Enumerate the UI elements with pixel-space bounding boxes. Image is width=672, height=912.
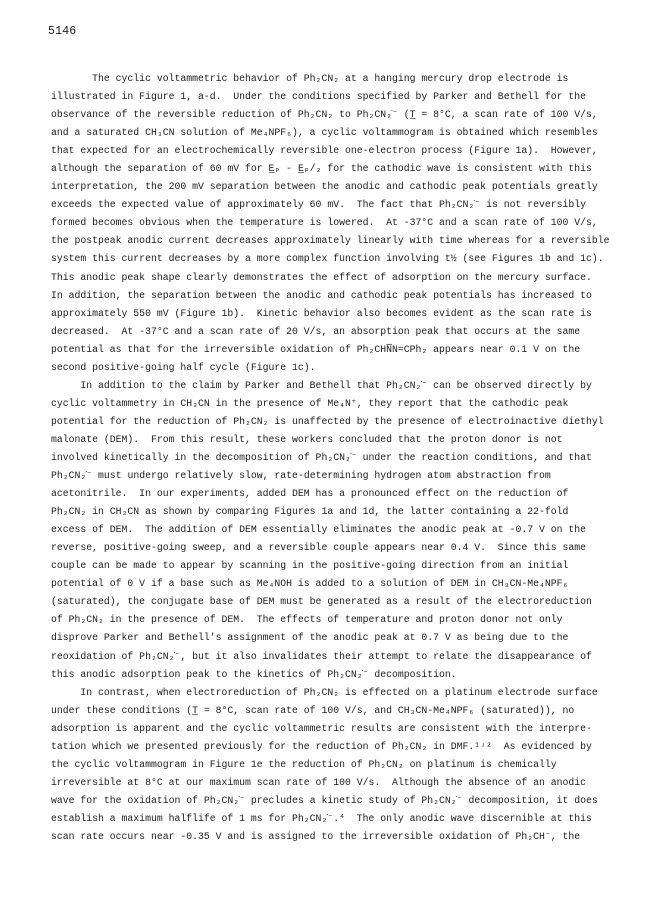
text-line: potential as that for the irreversible oxidation of Ph₂CHN̅N=CPh₂ appears near 0.1 V on the [51, 343, 581, 355]
text-line: exceeds the expected value of approximately 60 mV. The fact that Ph₂CN₂̇⁻ is not reversibly [51, 199, 587, 211]
text-line: involved kinetically in the decomposition of Ph₂CN₂̇⁻ under the reaction conditions, and that [51, 451, 592, 463]
text-line: wave for the oxidation of Ph₂CN₂̇⁻ precludes a kinetic study of Ph₂CN₂̇⁻ decomposition, it does [51, 794, 598, 806]
text-line: formed becomes obvious when the temperature is lowered. At -37°C and a scan rate of 100 V/s, [51, 217, 598, 229]
text-line: under these conditions (T̲ = 8°C, scan rate of 100 V/s, and CH₃CN-Me₄NPF₆ (saturated)), no [51, 704, 575, 716]
text-line: the postpeak anodic current decreases approximately linearly with time whereas for a reversible [51, 235, 610, 247]
text-line: of Ph₂CN₂ in the presence of DEM. The effects of temperature and proton donor not only [51, 614, 563, 626]
text-line: this anodic adsorption peak to the kinetics of Ph₂CN₂̇⁻ decomposition. [51, 668, 457, 680]
text-line: malonate (DEM). From this result, these workers concluded that the proton donor is not [51, 433, 563, 445]
text-line: potential of 0 V if a base such as Me₄NOH is added to a solution of DEM in CH₃CN-Me₄NPF₆ [51, 578, 569, 590]
text-line: interpretation, the 200 mV separation between the anodic and cathodic peak potentials greatly [51, 181, 598, 193]
text-line: second positive-going half cycle (Figure 1c). [51, 361, 316, 373]
text-line: establish a maximum halflife of 1 ms for Ph₂CN₂̇⁻.⁴ The only anodic wave discernible at this [51, 812, 592, 824]
text-line: reverse, positive-going sweep, and a reversible couple appears near 0.4 V. Since this same [51, 542, 586, 554]
text-line: that expected for an electrochemically reversible one-electron process (Figure 1a). However, [51, 145, 598, 157]
text-line: reoxidation of Ph₂CN₂̇⁻, but it also invalidates their attempt to relate the disappearance of [51, 650, 592, 662]
text-line: illustrated in Figure 1, a-d. Under the conditions specified by Parker and Bethell for the [51, 91, 586, 103]
text-line: cyclic voltammetry in CH₃CN in the presence of Me₄N⁺, they report that the cathodic peak [51, 397, 569, 409]
body-text [51, 70, 643, 846]
text-line: Ph₂CN₂ in CH₃CN as shown by comparing Figures 1a and 1d, the latter containing a 22-fold [51, 506, 569, 518]
text-line: irreversible at 8°C at our maximum scan rate of 100 V/s. Although the absence of an anodic [51, 776, 586, 788]
text-line: the cyclic voltammogram in Figure 1e the reduction of Ph₂CN₂ on platinum is chemically [51, 758, 557, 770]
text-line: potential for the reduction of Ph₂CN₂ is unaffected by the presence of electroinactive diethyl [51, 415, 604, 427]
text-line: although the separation of 60 mV for E̲ₚ - E̲ₚ/₂ for the cathodic wave is consistent with this [51, 163, 592, 175]
text-line: disprove Parker and Bethell's assignment of the anodic peak at 0.7 V as being due to the [51, 632, 569, 644]
text-line: acetonitrile. In our experiments, added DEM has a pronounced effect on the reduction of [51, 488, 569, 500]
text-line: excess of DEM. The addition of DEM essentially eliminates the anodic peak at -0.7 V on the [51, 524, 586, 536]
text-line: decreased. At -37°C and a scan rate of 20 V/s, an absorption peak that occurs at the same [51, 325, 581, 337]
text-line: observance of the reversible reduction of Ph₂CN₂ to Ph₂CN₂̇⁻ (T̲ = 8°C, a scan rate of 100 V/s, [51, 109, 598, 121]
text-line: tation which we presented previously for the reduction of Ph₂CN₂ in DMF.¹ʴ² As evidenced by [51, 740, 592, 752]
text-line: scan rate occurs near -0.35 V and is assigned to the irreversible oxidation of Ph₂CH⁻, the [51, 830, 581, 842]
text-line: system this current decreases by a more complex function involving t½ (see Figures 1b and 1c). [51, 253, 604, 265]
text-line: In addition to the claim by Parker and Bethell that Ph₂CN₂̇⁻ can be observed directly by [51, 379, 592, 391]
text-line: Ph₂CN₂̇⁻ must undergo relatively slow, rate-determining hydrogen atom abstraction from [51, 470, 551, 482]
text-line: (saturated), the conjugate base of DEM must be generated as a result of the electroreduction [51, 596, 592, 608]
text-line: couple can be made to appear by scanning in the positive-going direction from an initial [51, 560, 569, 572]
text-line: This anodic peak shape clearly demonstrates the effect of adsorption on the mercury surface. [51, 271, 592, 283]
text-line: In addition, the separation between the anodic and cathodic peak potentials has increased to [51, 289, 592, 301]
page-number: 5146 [48, 25, 77, 38]
text-line: The cyclic voltammetric behavior of Ph₂CN₂ at a hanging mercury drop electrode is [51, 73, 569, 84]
text-line: In contrast, when electroreduction of Ph₂CN₂ is effected on a platinum electrode surface [51, 686, 598, 698]
text-line: approximately 550 mV (Figure 1b). Kinetic behavior also becomes evident as the scan rate is [51, 307, 592, 319]
text-line: and a saturated CH₃CN solution of Me₄NPF₆), a cyclic voltammogram is obtained which resembles [51, 127, 598, 139]
text-line: adsorption is apparent and the cyclic voltammetric results are consistent with the interpre- [51, 722, 592, 734]
